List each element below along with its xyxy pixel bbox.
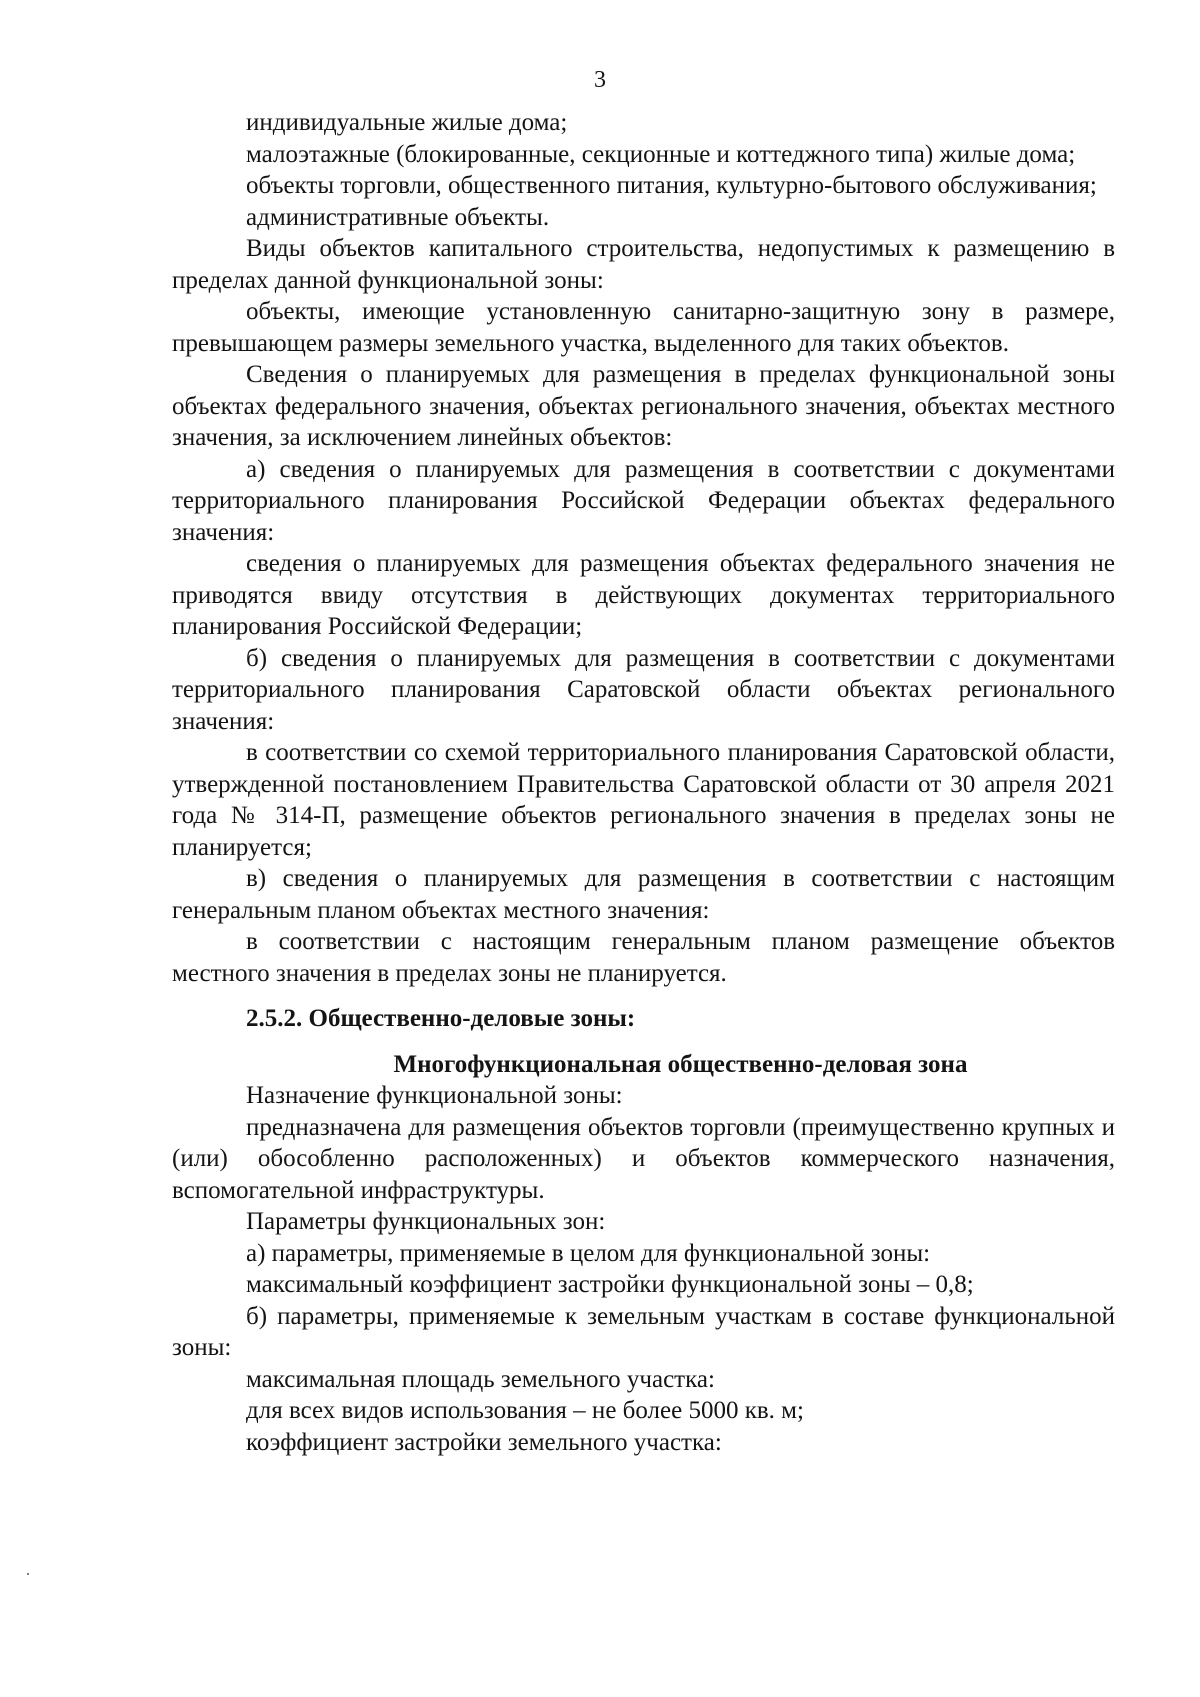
- paragraph: в соответствии с настоящим генеральным планом размещение объектов местного значения в пределах зоны не планируется.: [172, 928, 1115, 987]
- paragraph: в соответствии со схемой территориального планирования Саратовской области, утвержденной постановлением Правительства Саратовской области от 30 апреля 2021 года № 314-П, размещение объектов регионального значения в пределах зоны не планируется;: [172, 739, 1115, 861]
- paragraph: Виды объектов капитального строительства, недопустимых к размещению в пределах данной функциональной зоны:: [172, 235, 1115, 294]
- paragraph: индивидуальные жилые дома;: [246, 109, 568, 136]
- paragraph: б) сведения о планируемых для размещения в соответствии с документами территориального планирования Саратовской области объектах регионального значения:: [172, 644, 1115, 735]
- page-number: 3: [594, 67, 606, 93]
- scan-speck: [27, 1573, 29, 1575]
- paragraph: Назначение функциональной зоны:: [246, 1082, 623, 1109]
- paragraph: коэффициент застройки земельного участка:: [246, 1428, 722, 1456]
- paragraph: максимальный коэффициент застройки функциональной зоны – 0,8;: [246, 1271, 974, 1298]
- paragraph: сведения о планируемых для размещения объектах федерального значения не приводятся ввиду отсутствия в действующих документах территориального планирования Российской Федерации;: [172, 550, 1115, 640]
- subsection-heading: Многофункциональная общественно-деловая зона: [393, 1050, 968, 1078]
- paragraph: б) параметры, применяемые к земельным участкам в составе функциональной зоны:: [172, 1302, 1115, 1361]
- paragraph: малоэтажные (блокированные, секционные и коттеджного типа) жилые дома;: [246, 140, 1076, 168]
- paragraph: в) сведения о планируемых для размещения в соответствии с настоящим генеральным планом объектах местного значения:: [172, 865, 1115, 924]
- paragraph: объекты, имеющие установленную санитарно-защитную зону в размере, превышающем размеры земельного участка, выделенного для таких объектов.: [172, 298, 1115, 357]
- paragraph: а) параметры, применяемые в целом для функциональной зоны:: [246, 1239, 931, 1267]
- paragraph: для всех видов использования – не более 5000 кв. м;: [246, 1397, 804, 1424]
- paragraph: Сведения о планируемых для размещения в пределах функциональной зоны объектах федерального значения, объектах регионального значения, объектах местного значения, за исключением линейных объектов:: [172, 361, 1115, 451]
- document-body: [172, 107, 1115, 1458]
- section-heading: 2.5.2. Общественно-деловые зоны:: [246, 1005, 636, 1032]
- paragraph: максимальная площадь земельного участка:: [246, 1365, 715, 1393]
- paragraph: а) сведения о планируемых для размещения в соответствии с документами территориального планирования Российской Федерации объектах федерального значения:: [172, 455, 1115, 546]
- paragraph: административные объекты.: [246, 203, 550, 231]
- paragraph: Параметры функциональных зон:: [246, 1208, 606, 1235]
- paragraph: предназначена для размещения объектов торговли (преимущественно крупных и (или) обособленно расположенных) и объектов коммерческого назначения, вспомогательной инфраструктуры.: [172, 1113, 1115, 1204]
- paragraph: объекты торговли, общественного питания, культурно-бытового обслуживания;: [246, 172, 1097, 199]
